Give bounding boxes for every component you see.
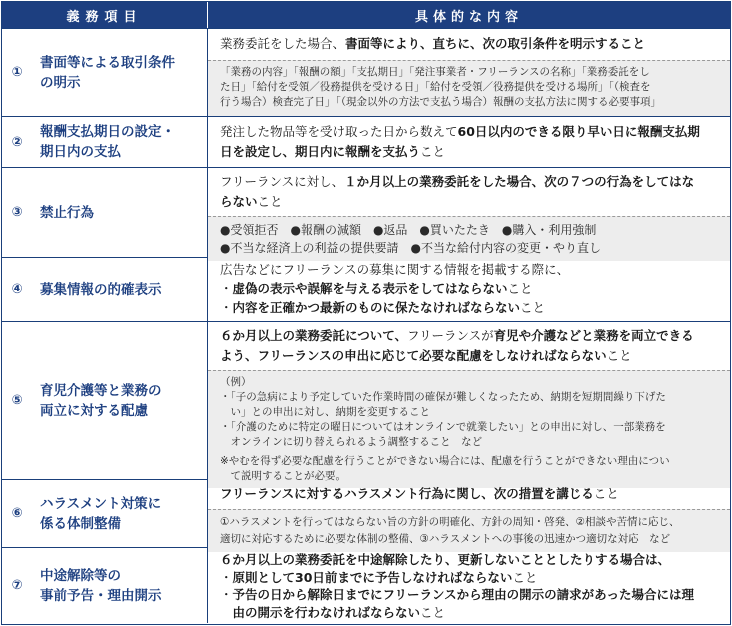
header-obligation: 義務項目 xyxy=(2,2,208,28)
row-main-text: 広告などにフリーランスの募集に関する情報を掲載する際に、 ・虚偽の表示や誤解を与える表示をしてはならないこと ・内容を正確かつ最新のものに保たなければならないこと xyxy=(220,262,570,315)
row-title: 募集情報の的確表示 xyxy=(40,281,162,298)
row-title: 中途解除等の 事前予告・理由開示 xyxy=(40,567,162,604)
row-content-cell xyxy=(208,258,730,321)
row-title-cell xyxy=(2,322,208,479)
row-detail-box: 「業務の内容」「報酬の額」「支払期日」「発注事業者・フリーランスの名称」「業務委託をし た日」「給付を受領／役務提供を受ける日」「給付を受領／役務提供を受ける場所」「（検査を 行う場合）検査完了日」「（現金以外の方法で支払う場合）報酬の支払方法に関する必要事項」 xyxy=(208,60,730,116)
row-title: 書面等による取引条件 の明示 xyxy=(40,54,175,91)
row-title-cell xyxy=(2,258,208,321)
row-title: 報酬支払期日の設定・ 期日内の支払 xyxy=(40,124,175,160)
obligations-table xyxy=(1,1,731,625)
row-content-cell xyxy=(208,29,730,116)
row-number: ⑤ xyxy=(11,393,23,408)
table-row xyxy=(2,321,730,482)
row-number: ② xyxy=(11,134,23,150)
row-title-cell xyxy=(2,168,208,257)
table-row xyxy=(2,167,730,257)
row-content-cell xyxy=(208,117,730,167)
row-detail-box: ①ハラスメントを行ってはならない旨の方針の明確化、方針の周知・啓発、②相談や苦情に応じ、 適切に対応するために必要な体制の整備、③ハラスメントへの事後の迅速かつ適切な対応 など xyxy=(208,509,730,552)
row-content-cell xyxy=(208,480,730,547)
table-header xyxy=(2,2,730,28)
row-title-cell xyxy=(2,29,208,116)
row-content-cell xyxy=(208,548,730,623)
header-details: 具体的な内容 xyxy=(414,9,523,25)
table-row xyxy=(2,116,730,167)
row-title: ハラスメント対策に 係る体制整備 xyxy=(40,495,162,532)
row-number: ① xyxy=(11,65,23,80)
row-main-text: フリーランスに対し、１か月以上の業務委託をした場合、次の７つの行為をしてはな らないこと xyxy=(220,174,695,209)
row-title: 禁止行為 xyxy=(40,204,94,221)
row-number: ⑥ xyxy=(11,506,23,521)
row-main-text: 発注した物品等を受け取った日から数えて60日以内のできる限り早い日に報酬支払期 日を設定し、期日内に報酬を支払うこと xyxy=(220,124,700,159)
row-main-text: フリーランスに対するハラスメント行為に関し、次の措置を講じること xyxy=(220,486,619,501)
table-row xyxy=(2,257,730,321)
table-row xyxy=(2,547,730,623)
row-title-cell xyxy=(2,117,208,167)
row-title: 育児介護等と業務の 両立に対する配慮 xyxy=(40,382,162,419)
row-main-text: ６か月以上の業務委託について、フリーランスが育児や介護などと業務を両立できる よう、フリーランスの申出に応じて必要な配慮をしなければならないこと xyxy=(220,328,694,363)
row-main-text: 業務委託をした場合、書面等により、直ちに、次の取引条件を明示すること xyxy=(220,36,646,51)
row-detail-box: （例） ・「子の急病により予定していた作業時間の確保が難しくなったため、納期を短期間繰り下げた い」との申出に対し、納期を変更すること ・「介護のために特定の曜日についてはオンラインで就業したい」との申出に対し、一部業務を オンラインに切り替えられるよう調整すること など ※やむを得ず必要な配慮を行うことができない場合には、配慮を行うことができない理由につい て説明することが必要。 xyxy=(208,370,730,488)
row-content-cell xyxy=(208,168,730,257)
row-main-text: ６か月以上の業務委託を中途解除したり、更新しないこととしたりする場合は、 ・原則として30日前までに予告しなければならないこと ・予告の日から解除日までにフリーランスから理由の開示の請求があった場合には理 由の開示を行わなければならないこと xyxy=(220,552,695,620)
row-number: ③ xyxy=(11,205,23,220)
row-number: ⑦ xyxy=(11,578,23,593)
row-title-cell xyxy=(2,548,208,623)
table-row xyxy=(2,479,730,547)
row-number: ④ xyxy=(11,282,23,297)
row-title-cell xyxy=(2,480,208,547)
prohibited-acts-list: ●受領拒否 ●報酬の減額 ●返品 ●買いたたき ●購入・利用強制 ●不当な経済上の利益の提供要請 ●不当な給付内容の変更・やり直し xyxy=(208,216,730,261)
table-row xyxy=(2,28,730,116)
row-content-cell xyxy=(208,322,730,482)
